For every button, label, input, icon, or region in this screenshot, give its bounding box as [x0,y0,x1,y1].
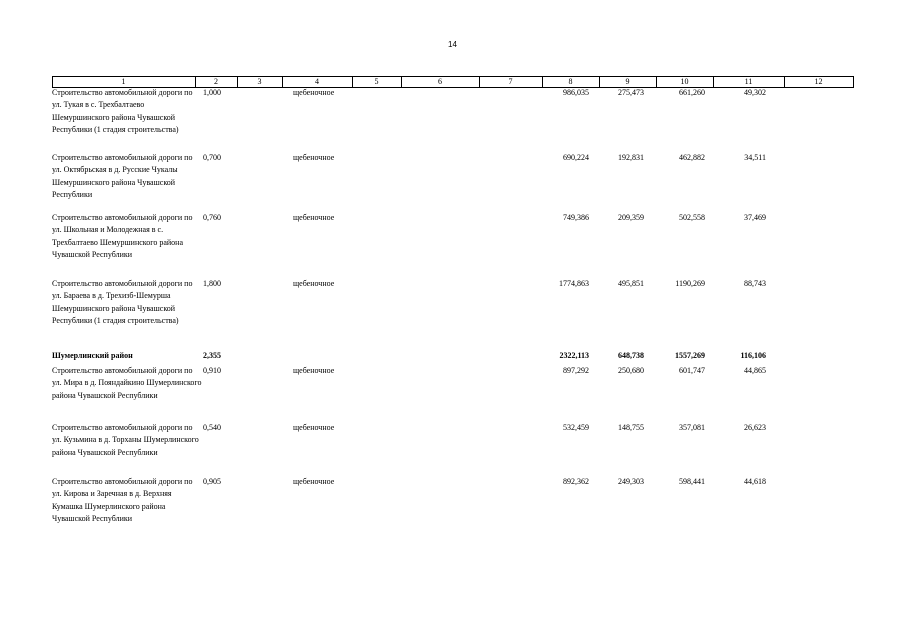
value-col-10: 1190,269 [675,279,705,288]
surface-type: щебеночное [293,423,335,432]
value-col-10: 598,441 [679,477,705,486]
road-length: 0,910 [203,366,221,375]
value-col-11: 37,469 [744,213,766,222]
value-col-10: 601,747 [679,366,705,375]
value-col-9: 192,831 [618,153,644,162]
column-header-5: 5 [374,77,379,86]
value-col-11: 34,511 [744,153,766,162]
road-project-name: Строительство автомобильной дороги по ул. Школьная и Молодежная в с. Трехбалтаево Шемуршинского района Чувашской Республики [52,213,193,260]
column-header-2: 2 [214,77,218,86]
column-header-4: 4 [315,77,319,86]
column-header-1: 1 [121,77,126,86]
value-col-10: 462,882 [679,153,705,162]
column-header-10: 10 [680,77,689,86]
column-header-9: 9 [625,77,630,86]
value-col-11: 116,106 [740,351,766,360]
column-divider [853,76,854,87]
road-project-name: Строительство автомобильной дороги по ул. Октябрьская в д. Русские Чукалы Шемуршинского района Чувашской Республики [52,153,193,200]
road-length: 0,760 [203,213,221,222]
surface-type: щебеночное [293,153,335,162]
column-header-3: 3 [257,77,262,86]
value-col-9: 250,680 [618,366,644,375]
column-header-6: 6 [438,77,442,86]
value-col-8: 2322,113 [559,351,589,360]
column-header-11: 11 [744,77,753,86]
value-col-10: 661,260 [679,88,705,97]
road-project-name: Строительство автомобильной дороги по ул. Бараева в д. Трехизб-Шемурша Шемуршинского района Чувашской Республики (1 стадия строительства) [52,279,193,326]
road-length: 0,540 [203,423,221,432]
road-length: 1,800 [203,279,221,288]
value-col-8: 532,459 [563,423,589,432]
page-number: 14 [448,40,457,49]
value-col-10: 502,558 [679,213,705,222]
surface-type: щебеночное [293,366,335,375]
value-col-11: 44,865 [744,366,766,375]
value-col-8: 749,386 [563,213,589,222]
value-col-9: 209,359 [618,213,644,222]
value-col-9: 148,755 [618,423,644,432]
value-col-9: 275,473 [618,88,644,97]
value-col-9: 249,303 [618,477,644,486]
road-length: 0,905 [203,477,221,486]
value-col-8: 892,362 [563,477,589,486]
value-col-9: 648,738 [618,351,644,360]
value-col-10: 357,081 [679,423,705,432]
surface-type: щебеночное [293,477,335,486]
road-length: 0,700 [203,153,221,162]
surface-type: щебеночное [293,279,335,288]
value-col-11: 49,302 [744,88,766,97]
value-col-9: 495,851 [618,279,644,288]
road-length: 1,000 [203,88,221,97]
district-name: Шумерлинский район [52,351,133,360]
surface-type: щебеночное [293,88,335,97]
value-col-11: 44,618 [744,477,766,486]
column-header-8: 8 [568,77,573,86]
value-col-11: 26,623 [744,423,766,432]
road-project-name: Строительство автомобильной дороги по ул. Кузьмина в д. Торханы Шумерлинского района Чувашской Республики [52,423,199,457]
value-col-8: 1774,863 [559,279,589,288]
value-col-11: 88,743 [744,279,766,288]
column-header-12: 12 [814,77,823,86]
surface-type: щебеночное [293,213,335,222]
value-col-8: 690,224 [563,153,589,162]
road-length: 2,355 [203,351,221,360]
road-project-name: Строительство автомобильной дороги по ул. Кирова и Заречная в д. Верхняя Кумашка Шумерлинского района Чувашской Республики [52,477,193,524]
road-project-name: Строительство автомобильной дороги по ул. Тукая в с. Трехбалтаево Шемуршинского района Чувашской Республики (1 стадия строительства) [52,88,193,135]
column-header-7: 7 [508,77,513,86]
road-project-name: Строительство автомобильной дороги по ул. Мира в д. Пояндайкино Шумерлинского района Чувашской Республики [52,366,202,400]
value-col-8: 986,035 [563,88,589,97]
value-col-8: 897,292 [563,366,589,375]
value-col-10: 1557,269 [675,351,705,360]
